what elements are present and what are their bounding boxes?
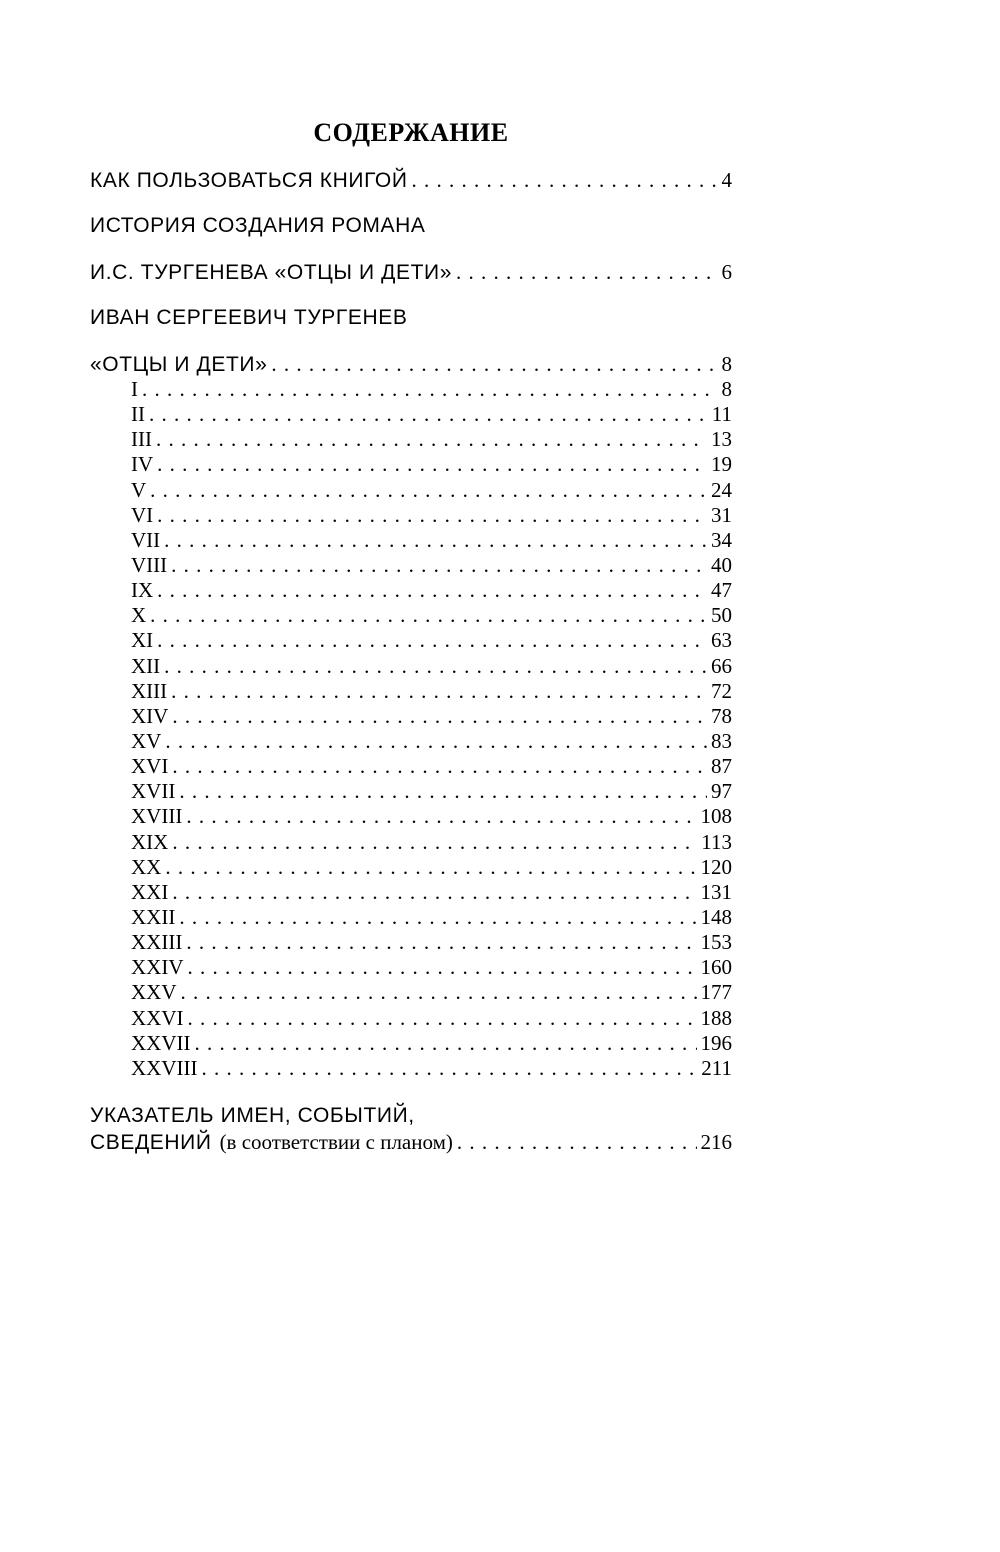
dot-leader	[150, 478, 707, 503]
chapter-number: XIV	[131, 703, 169, 728]
toc-entry-page: 8	[721, 352, 732, 376]
toc-entry-label: «ОТЦЫ И ДЕТИ»	[90, 353, 268, 376]
chapter-entry[interactable]	[131, 1056, 732, 1081]
page-title: СОДЕРЖАНИЕ	[313, 118, 509, 147]
chapter-entry[interactable]	[131, 855, 732, 880]
chapter-page: 31	[711, 502, 732, 527]
chapter-number: XXII	[131, 904, 176, 929]
toc-entry-how-to-use[interactable]	[90, 168, 732, 193]
chapter-entry[interactable]	[131, 528, 732, 553]
chapter-page: 34	[711, 527, 732, 552]
dot-leader	[157, 503, 707, 528]
chapter-page: 66	[711, 653, 732, 678]
chapter-page: 148	[700, 904, 732, 929]
chapter-entry[interactable]	[131, 1031, 732, 1056]
chapter-number: VII	[131, 527, 161, 552]
toc-heading-author: ИВАН СЕРГЕЕВИЧ ТУРГЕНЕВ	[90, 306, 408, 329]
chapter-page: 11	[711, 402, 732, 427]
chapter-page: 97	[711, 779, 732, 804]
dot-leader	[165, 729, 707, 754]
chapter-entry[interactable]	[131, 578, 732, 603]
chapter-page: 24	[711, 477, 732, 502]
dot-leader	[172, 830, 697, 855]
toc-heading-index: УКАЗАТЕЛЬ ИМЕН, СОБЫТИЙ,	[90, 1104, 415, 1127]
chapter-number: XXVII	[131, 1030, 191, 1055]
chapter-number: XXIV	[131, 955, 184, 980]
chapter-entry[interactable]	[131, 427, 732, 452]
chapter-entry[interactable]	[131, 1006, 732, 1031]
dot-leader	[142, 377, 718, 402]
chapter-entry[interactable]	[131, 553, 732, 578]
toc-entry-novel[interactable]	[90, 352, 732, 377]
toc-entry-page: 216	[700, 1130, 732, 1154]
chapter-entry[interactable]	[131, 654, 732, 679]
chapter-number: XIX	[131, 829, 169, 854]
toc-entry-index[interactable]	[90, 1130, 732, 1155]
chapter-number: XXI	[131, 879, 169, 904]
chapter-page: 50	[711, 603, 732, 628]
chapter-page: 153	[700, 930, 732, 955]
toc-entry-label: СВЕДЕНИЙ	[90, 1131, 212, 1154]
dot-leader	[456, 260, 718, 285]
dot-leader	[157, 452, 707, 477]
chapter-number: XX	[131, 854, 162, 879]
chapter-page: 47	[711, 578, 732, 603]
chapter-page: 196	[700, 1030, 732, 1055]
chapter-entry[interactable]	[131, 980, 732, 1005]
chapter-number: XI	[131, 628, 154, 653]
chapter-number: IX	[131, 578, 154, 603]
chapter-page: 40	[711, 552, 732, 577]
toc-entry-label: И.С. ТУРГЕНЕВА «ОТЦЫ И ДЕТИ»	[90, 261, 452, 284]
chapter-number: XXIII	[131, 930, 183, 955]
chapter-page: 63	[711, 628, 732, 653]
chapter-number: XII	[131, 653, 161, 678]
dot-leader	[188, 955, 697, 980]
dot-leader	[194, 1031, 696, 1056]
dot-leader	[186, 804, 696, 829]
chapter-page: 177	[700, 980, 732, 1005]
dot-leader	[181, 980, 697, 1005]
dot-leader	[150, 603, 707, 628]
toc-entry-history[interactable]	[90, 260, 732, 285]
dot-leader	[188, 1006, 697, 1031]
dot-leader	[164, 654, 707, 679]
chapter-entry[interactable]	[131, 955, 732, 980]
chapter-entry[interactable]	[131, 905, 732, 930]
chapter-entry[interactable]	[131, 830, 732, 855]
dot-leader	[179, 905, 696, 930]
toc-entry-label: КАК ПОЛЬЗОВАТЬСЯ КНИГОЙ	[90, 169, 408, 192]
chapter-number: V	[131, 477, 147, 502]
chapter-number: XV	[131, 728, 162, 753]
chapter-entry[interactable]	[131, 930, 732, 955]
chapter-number: VI	[131, 502, 154, 527]
chapter-entry[interactable]	[131, 628, 732, 653]
chapter-entry[interactable]	[131, 478, 732, 503]
chapter-page: 19	[711, 452, 732, 477]
toc-heading-history: ИСТОРИЯ СОЗДАНИЯ РОМАНА	[90, 214, 426, 237]
dot-leader	[412, 168, 718, 193]
dot-leader	[172, 880, 696, 905]
chapter-entry[interactable]	[131, 779, 732, 804]
dot-leader	[271, 352, 717, 377]
chapter-entry[interactable]	[131, 679, 732, 704]
chapter-page: 120	[700, 854, 732, 879]
chapter-entry[interactable]	[131, 880, 732, 905]
chapter-page: 108	[700, 804, 732, 829]
chapter-page: 131	[700, 879, 732, 904]
dot-leader	[179, 779, 707, 804]
chapter-entry[interactable]	[131, 704, 732, 729]
chapter-page: 113	[701, 829, 732, 854]
chapter-number: I	[131, 377, 138, 401]
chapter-entry[interactable]	[131, 603, 732, 628]
dot-leader	[172, 754, 707, 779]
dot-leader	[171, 553, 707, 578]
chapter-entry[interactable]	[131, 402, 732, 427]
chapter-page: 211	[701, 1055, 732, 1080]
chapter-number: II	[131, 402, 145, 427]
chapter-number: X	[131, 603, 147, 628]
dot-leader	[171, 679, 707, 704]
chapter-page: 83	[711, 728, 732, 753]
chapter-entry[interactable]	[131, 754, 732, 779]
chapter-entry[interactable]	[131, 503, 732, 528]
chapter-number: XXVIII	[131, 1055, 198, 1080]
chapter-number: VIII	[131, 552, 168, 577]
chapter-number: XVII	[131, 779, 176, 804]
chapter-number: IV	[131, 452, 154, 477]
chapter-number: XXVI	[131, 1005, 184, 1030]
chapter-page: 87	[711, 754, 732, 779]
dot-leader	[165, 855, 696, 880]
chapter-number: XXV	[131, 980, 177, 1005]
chapter-page: 13	[711, 427, 732, 452]
chapter-page: 78	[711, 703, 732, 728]
dot-leader	[201, 1056, 697, 1081]
chapter-number: XIII	[131, 678, 168, 703]
chapter-entry[interactable]	[131, 729, 732, 754]
chapter-page: 188	[700, 1005, 732, 1030]
dot-leader	[157, 578, 707, 603]
toc-entry-page: 6	[721, 260, 732, 284]
chapter-number: III	[131, 427, 152, 452]
toc-entry-page: 4	[721, 168, 732, 192]
chapter-entry[interactable]	[131, 377, 732, 402]
toc-entry-note: (в соответствии с планом)	[219, 1130, 453, 1154]
chapter-page: 8	[721, 377, 732, 401]
dot-leader	[172, 704, 707, 729]
chapter-number: XVIII	[131, 804, 183, 829]
chapter-entry[interactable]	[131, 804, 732, 829]
dot-leader	[157, 628, 707, 653]
dot-leader	[186, 930, 696, 955]
chapter-page: 160	[700, 955, 732, 980]
chapter-entry[interactable]	[131, 452, 732, 477]
dot-leader	[149, 402, 708, 427]
chapter-page: 72	[711, 678, 732, 703]
dot-leader	[156, 427, 707, 452]
chapter-list	[131, 377, 732, 1081]
chapter-number: XVI	[131, 754, 169, 779]
dot-leader	[164, 528, 707, 553]
dot-leader	[457, 1130, 697, 1155]
